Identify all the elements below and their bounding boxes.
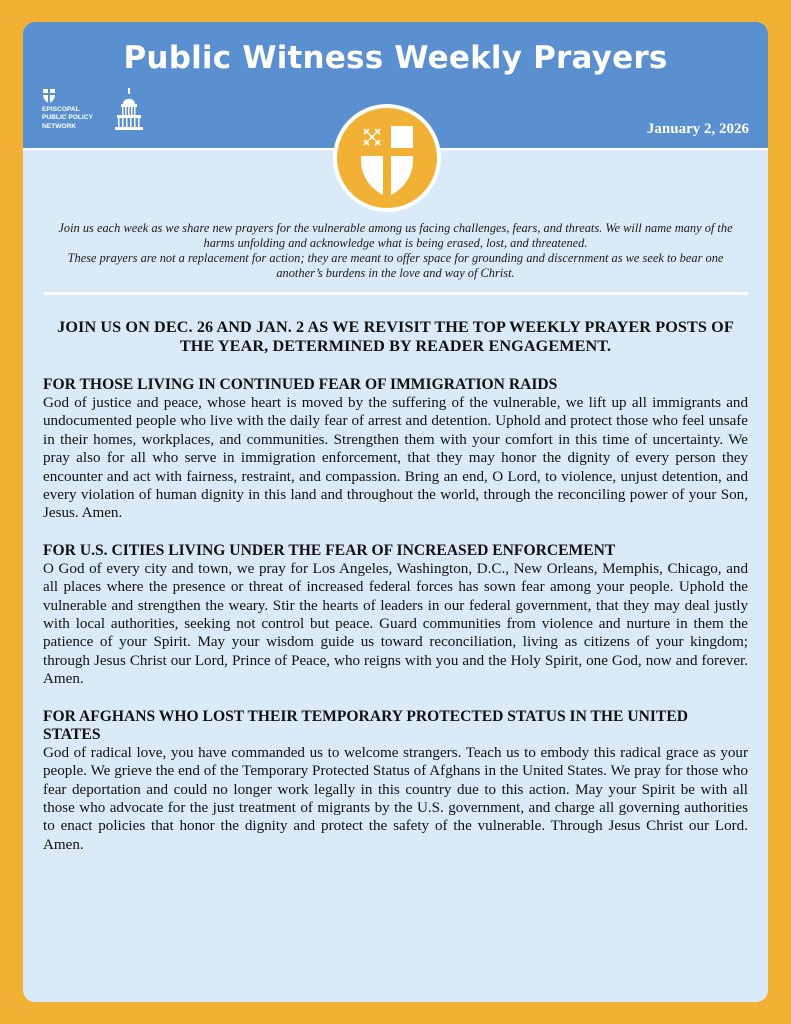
prayer-body: O God of every city and town, we pray for Los Angeles, Washington, D.C., New Orleans, Memphis, Chicago, and all places where the presence or threat of increased federal forces has sown fear among your people. Uphold the vulnerable and strengthen the weary. Stir the hearts of leaders in our federal government, that they may deal justly with local authorities, seeking not control but peace. Guard communities from violence and nurture in them the patience of your Spirit. May your wisdom guide us toward reconciliation, living as citizens of your kingdom; through Jesus Christ our Lord, Prince of Peace, who reigns with you and the Holy Spirit, one God, now and forever. Amen. (43, 560, 748, 688)
episcopal-shield-seal (333, 104, 441, 212)
issue-date: January 2, 2026 (646, 121, 749, 137)
logo-line-2: PUBLIC POLICY (42, 114, 93, 122)
prayer-item (43, 376, 748, 523)
capitol-icon (114, 88, 144, 132)
intro-paragraph-1: Join us each week as we share new prayers for the vulnerable among us facing challenges, fears, and threats. We will name many of the harms unfolding and acknowledge what is being erased, lost, and threatened. (58, 221, 733, 250)
mini-shield-icon (42, 88, 56, 104)
prayer-heading: FOR THOSE LIVING IN CONTINUED FEAR OF IMMIGRATION RAIDS (43, 376, 558, 393)
prayer-body: God of justice and peace, whose heart is moved by the suffering of the vulnerable, we lift up all immigrants and undocumented people who live with the daily fear of arrest and detention. Uphold and protect those who feel unsafe in their homes, workplaces, and communities. Strengthen them with your comfort in this time of uncertainty. We pray also for all who serve in immigration enforcement, that they may honor the dignity of every person they encounter and act with fairness, restraint, and compassion. Bring an end, O Lord, to violence, unjust detention, and every violation of human dignity in this land and throughout the world, through the reconciling power of your Son, Jesus. Amen. (43, 395, 748, 522)
prayer-heading: FOR AFGHANS WHO LOST THEIR TEMPORARY PROTECTED STATUS IN THE UNITED STATES (43, 707, 688, 743)
logo-line-3: NETWORK (42, 122, 77, 130)
prayer-card (23, 22, 768, 1002)
revisit-notice: JOIN US ON DEC. 26 AND JAN. 2 AS WE REVISIT THE TOP WEEKLY PRAYER POSTS OF THE YEAR, DETERMINED BY READER ENGAGEMENT. (57, 318, 734, 355)
intro-paragraph-2: These prayers are not a replacement for action; they are meant to offer space for grounding and discernment as we seek to bear one another’s burdens in the love and way of Christ. (67, 251, 724, 280)
episcopal-shield-icon (337, 108, 437, 208)
prayer-item (43, 708, 748, 854)
prayer-heading: FOR U.S. CITIES LIVING UNDER THE FEAR OF INCREASED ENFORCEMENT (43, 541, 616, 559)
intro-text (47, 221, 744, 281)
prayer-body: God of radical love, you have commanded us to welcome strangers. Teach us to embody this radical grace as your people. We grieve the end of the Temporary Protected Status of Afghans in the United States. We pray for those who fear deportation and could no longer work legally in this country due to this action. May your Spirit be with all those who advocate for the just treatment of migrants by the U.S. government, and charge all governing authorities to enact policies that honor the dignity and protect the safety of the vulnerable. Through Jesus Christ our Lord. Amen. (43, 744, 748, 853)
prayer-list (43, 376, 748, 873)
divider (44, 292, 748, 295)
logo-line-1: EPISCOPAL (42, 106, 80, 113)
prayer-item (43, 542, 748, 689)
page-title: Public Witness Weekly Prayers (123, 40, 668, 76)
